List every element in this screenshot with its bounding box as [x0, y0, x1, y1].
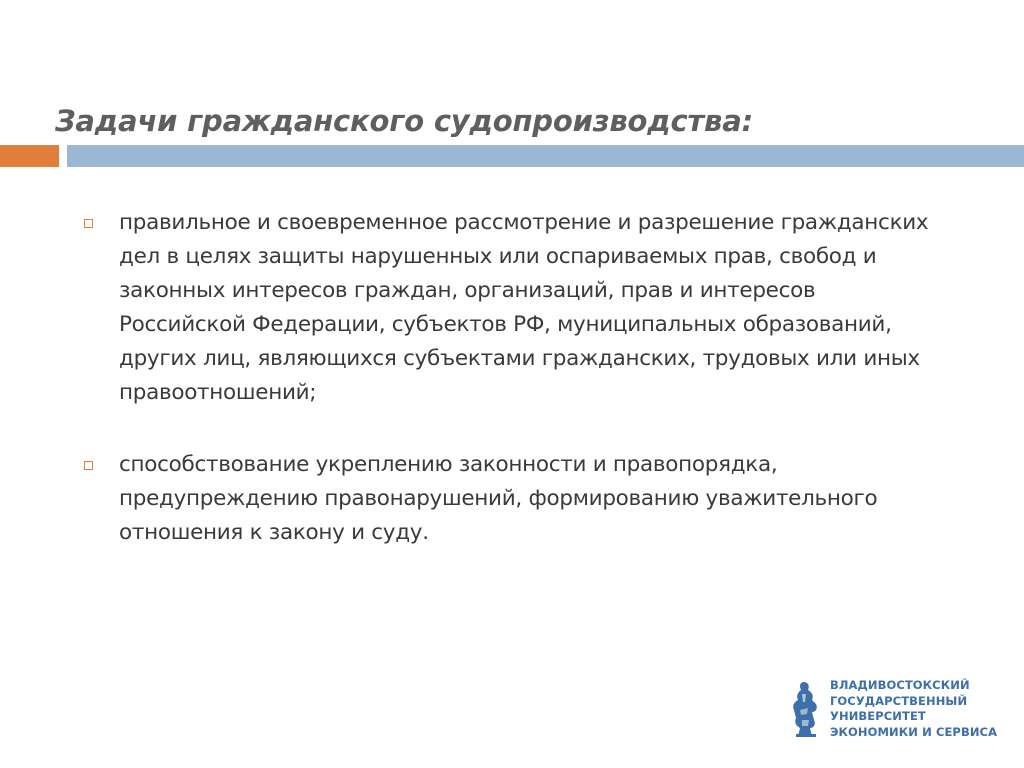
bullet-text: способствование укреплению законности и правопорядка, предупреждению правонарушений, формированию уважительного отношения к закону и суду.: [119, 452, 878, 545]
logo-text: [830, 678, 997, 740]
university-emblem-icon: [790, 680, 824, 738]
square-bullet-icon: [84, 219, 93, 228]
logo-line: ЭКОНОМИКИ И СЕРВИСА: [830, 724, 998, 739]
title-accent-bar-orange: [0, 145, 59, 167]
list-item: [84, 206, 944, 410]
bullet-list: [84, 206, 944, 588]
list-item: [84, 448, 944, 550]
logo-line: ВЛАДИВОСТОКСКИЙ: [830, 678, 970, 692]
square-bullet-icon: [84, 461, 93, 470]
logo-line: УНИВЕРСИТЕТ: [830, 709, 926, 723]
title-accent-bar-blue: [67, 145, 1024, 167]
university-logo: [790, 676, 1010, 740]
slide-title: Задачи гражданского судопроизводства:: [55, 104, 753, 138]
logo-line: ГОСУДАРСТВЕННЫЙ: [830, 693, 968, 708]
bullet-text: правильное и своевременное рассмотрение и разрешение гражданских дел в целях защиты нарушенных или оспариваемых прав, свобод и законных интересов граждан, организаций, прав и интересов Российской Федерации, субъектов РФ, муниципальных образований, других лиц, являющихся субъектами гражданских, трудовых или иных правоотношений;: [119, 210, 929, 405]
